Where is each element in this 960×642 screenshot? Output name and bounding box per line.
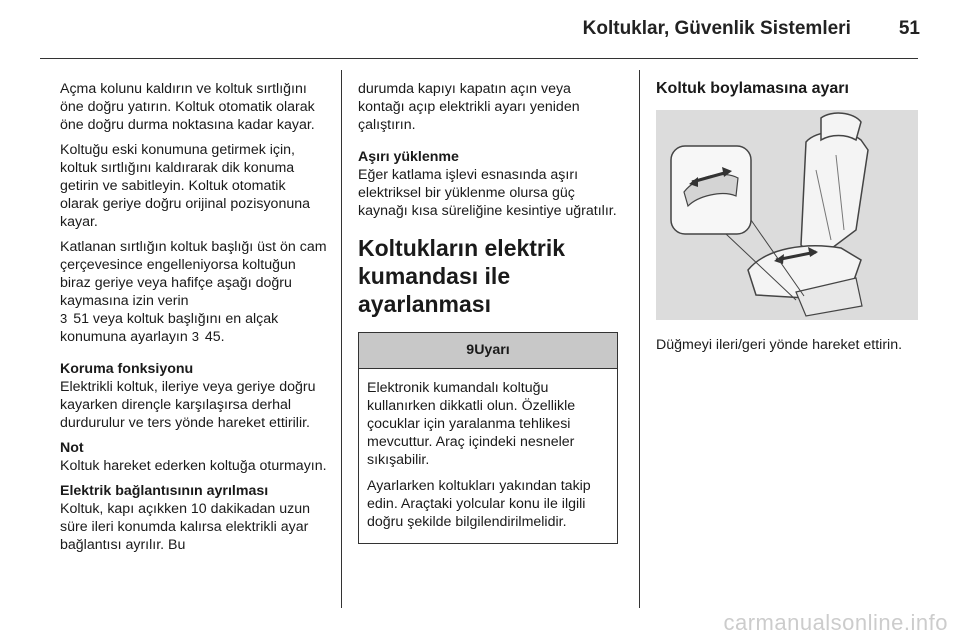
note-label: Not <box>60 440 84 456</box>
page-reference-link[interactable]: 51 veya koltuk başlığını en alçak konumuna ayarlayın <box>60 311 279 345</box>
section-baglanti: Elektrik bağlantısının ayrılması Koltuk, kapı açıkken 10 dakikadan uzun süre ileri konumda kalırsa elektrikli ayar bağlantısı ayrılır. Bu <box>60 483 311 553</box>
seat-adjustment-illustration <box>656 110 918 320</box>
header-rule <box>40 58 918 59</box>
column-3 <box>656 80 918 361</box>
paragraph: Koltuğu eski konumuna getirmek için, koltuk sırtlığını kaldırarak dik konuma getirin ve sabitleyin. Koltuk otomatik olarak geriye doğru orijinal pozisyonuna kayar. <box>60 142 311 230</box>
header-title: Koltuklar, Güvenlik Sistemleri <box>582 18 851 39</box>
page-number: 51 <box>898 18 920 39</box>
paragraph: Ayarlarken koltukları yakından takip edin. Araçtaki yolcular konu ile ilgili doğru şekilde bilgilendirilmelidir. <box>367 478 591 530</box>
paragraph: Katlanan sırtlığın koltuk başlığı üst ön cam çerçevesince engelleniyorsa koltuğun biraz geriye veya hafifçe aşağı doğru kaymasına izin verin 3 51 veya koltuk başlığını en alçak konumuna ayarlayın 3 45. <box>60 239 327 345</box>
reference-arrow-icon: 3 <box>191 329 199 344</box>
paragraph: Elektronik kumandalı koltuğu kullanırken dikkatli olun. Özellikle çocuklar için yaralanma tehlikesi mevcuttur. Araç içindeki nesneler sıkışabilir. <box>367 380 576 468</box>
column-divider-2 <box>639 70 640 608</box>
caption: Düğmeyi ileri/geri yönde hareket ettirin. <box>656 337 903 353</box>
subheading: Elektrik bağlantısının ayrılması <box>60 483 269 499</box>
section-heading: Koltuk boylamasına ayarı <box>656 80 849 97</box>
warning-title: Uyarı <box>474 342 510 358</box>
subheading: Aşırı yüklenme <box>358 149 459 165</box>
reference-arrow-icon: 3 <box>60 311 68 326</box>
column-divider-1 <box>341 70 342 608</box>
warning-header <box>359 333 617 369</box>
warning-triangle-icon: 9 <box>466 342 475 358</box>
paragraph: Açma kolunu kaldırın ve koltuk sırtlığını öne doğru yatırın. Koltuk otomatik olarak öne doğru durma noktasına kadar kayar. <box>60 81 315 133</box>
section-title: Koltukların elektrik kumandası ile ayarlanması <box>358 235 566 317</box>
note-block: Not Koltuk hareket ederken koltuğa oturmayın. <box>60 440 327 474</box>
warning-body <box>359 369 617 543</box>
watermark: carmanualsonline.info <box>723 610 948 635</box>
page-header <box>583 18 920 40</box>
column-2 <box>358 80 620 544</box>
page-reference-link[interactable]: 45. <box>204 329 225 345</box>
column-1 <box>60 80 328 561</box>
seat-illustration-svg <box>656 110 918 320</box>
subheading: Koruma fonksiyonu <box>60 361 194 377</box>
warning-box <box>358 332 618 544</box>
section-koruma: Koruma fonksiyonu Elektrikli koltuk, ileriye veya geriye doğru kayarken dirençle karşılaşırsa derhal durdurulur ve ters yönde hareket ettirilir. <box>60 361 316 431</box>
section-asiri: Aşırı yüklenme Eğer katlama işlevi esnasında aşırı elektriksel bir yüklenme olursa güç kaynağı kısa süreliğine kesintiye uğratılır. <box>358 149 617 219</box>
paragraph: durumda kapıyı kapatın açın veya kontağı açıp elektrikli ayarı yeniden çalıştırın. <box>358 81 580 133</box>
